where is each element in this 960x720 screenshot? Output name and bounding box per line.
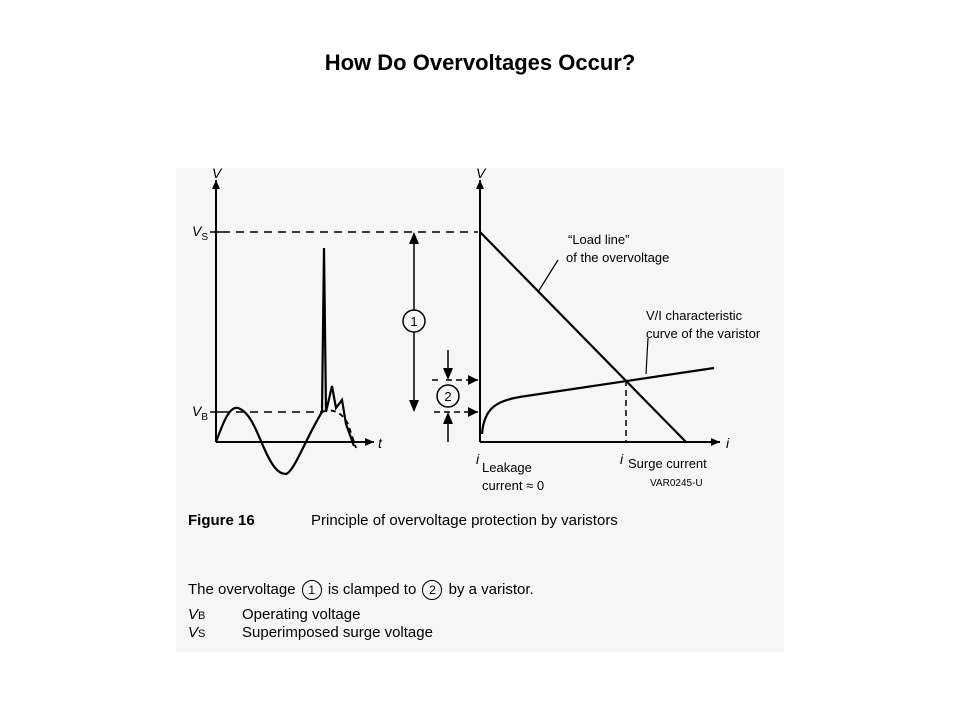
load-line-label-2: of the overvoltage [566, 250, 670, 265]
varistor-diagram [176, 168, 784, 508]
legend-text-vb: Operating voltage [242, 606, 361, 623]
load-line-leader [538, 260, 558, 292]
slide-title: How Do Overvoltages Occur? [324, 50, 636, 75]
i-surge-label: i [620, 451, 624, 467]
clamp-marker-1: 1 [302, 580, 322, 600]
clamp-sentence [188, 580, 534, 600]
figure-caption: Principle of overvoltage protection by varistors [311, 512, 618, 529]
voltage-waveform [216, 248, 354, 474]
leakage-label-2: current ≈ 0 [482, 478, 545, 493]
marker-2-text: 2 [444, 389, 452, 404]
vi-curve-label-1: V/I characteristic [646, 308, 743, 323]
figure-panel [176, 168, 784, 652]
load-line-label-1: “Load line” [568, 232, 630, 247]
left-y-axis-label: V [212, 168, 222, 181]
figure-label: Figure 16 [188, 512, 255, 529]
vi-characteristic-curve [482, 368, 714, 434]
clamp-text-middle: is clamped to [327, 580, 417, 598]
leakage-label-1: Leakage [482, 460, 532, 475]
vi-curve-label-2: curve of the varistor [646, 326, 761, 341]
left-x-axis-label: t [378, 435, 382, 451]
right-y-axis-label: V [476, 168, 486, 181]
legend-text-vs: Superimposed surge voltage [242, 624, 433, 641]
legend-symbol-vb: VB [188, 606, 206, 623]
legend-symbol-vs: VS [188, 624, 206, 641]
marker-1-text: 1 [410, 314, 418, 329]
vb-label: $V_B$ [192, 403, 209, 423]
figure-ref-code: VAR0245-U [650, 478, 703, 489]
clamp-text-before: The overvoltage [188, 580, 296, 598]
vi-curve-leader [646, 338, 648, 374]
surge-current-label: Surge current [628, 456, 707, 471]
i-leakage-label: i [476, 451, 480, 467]
right-x-axis-label: i [726, 435, 730, 451]
clamp-marker-2: 2 [422, 580, 442, 600]
vs-label: $V_S$ [192, 223, 209, 243]
clamp-text-after: by a varistor. [448, 580, 534, 598]
